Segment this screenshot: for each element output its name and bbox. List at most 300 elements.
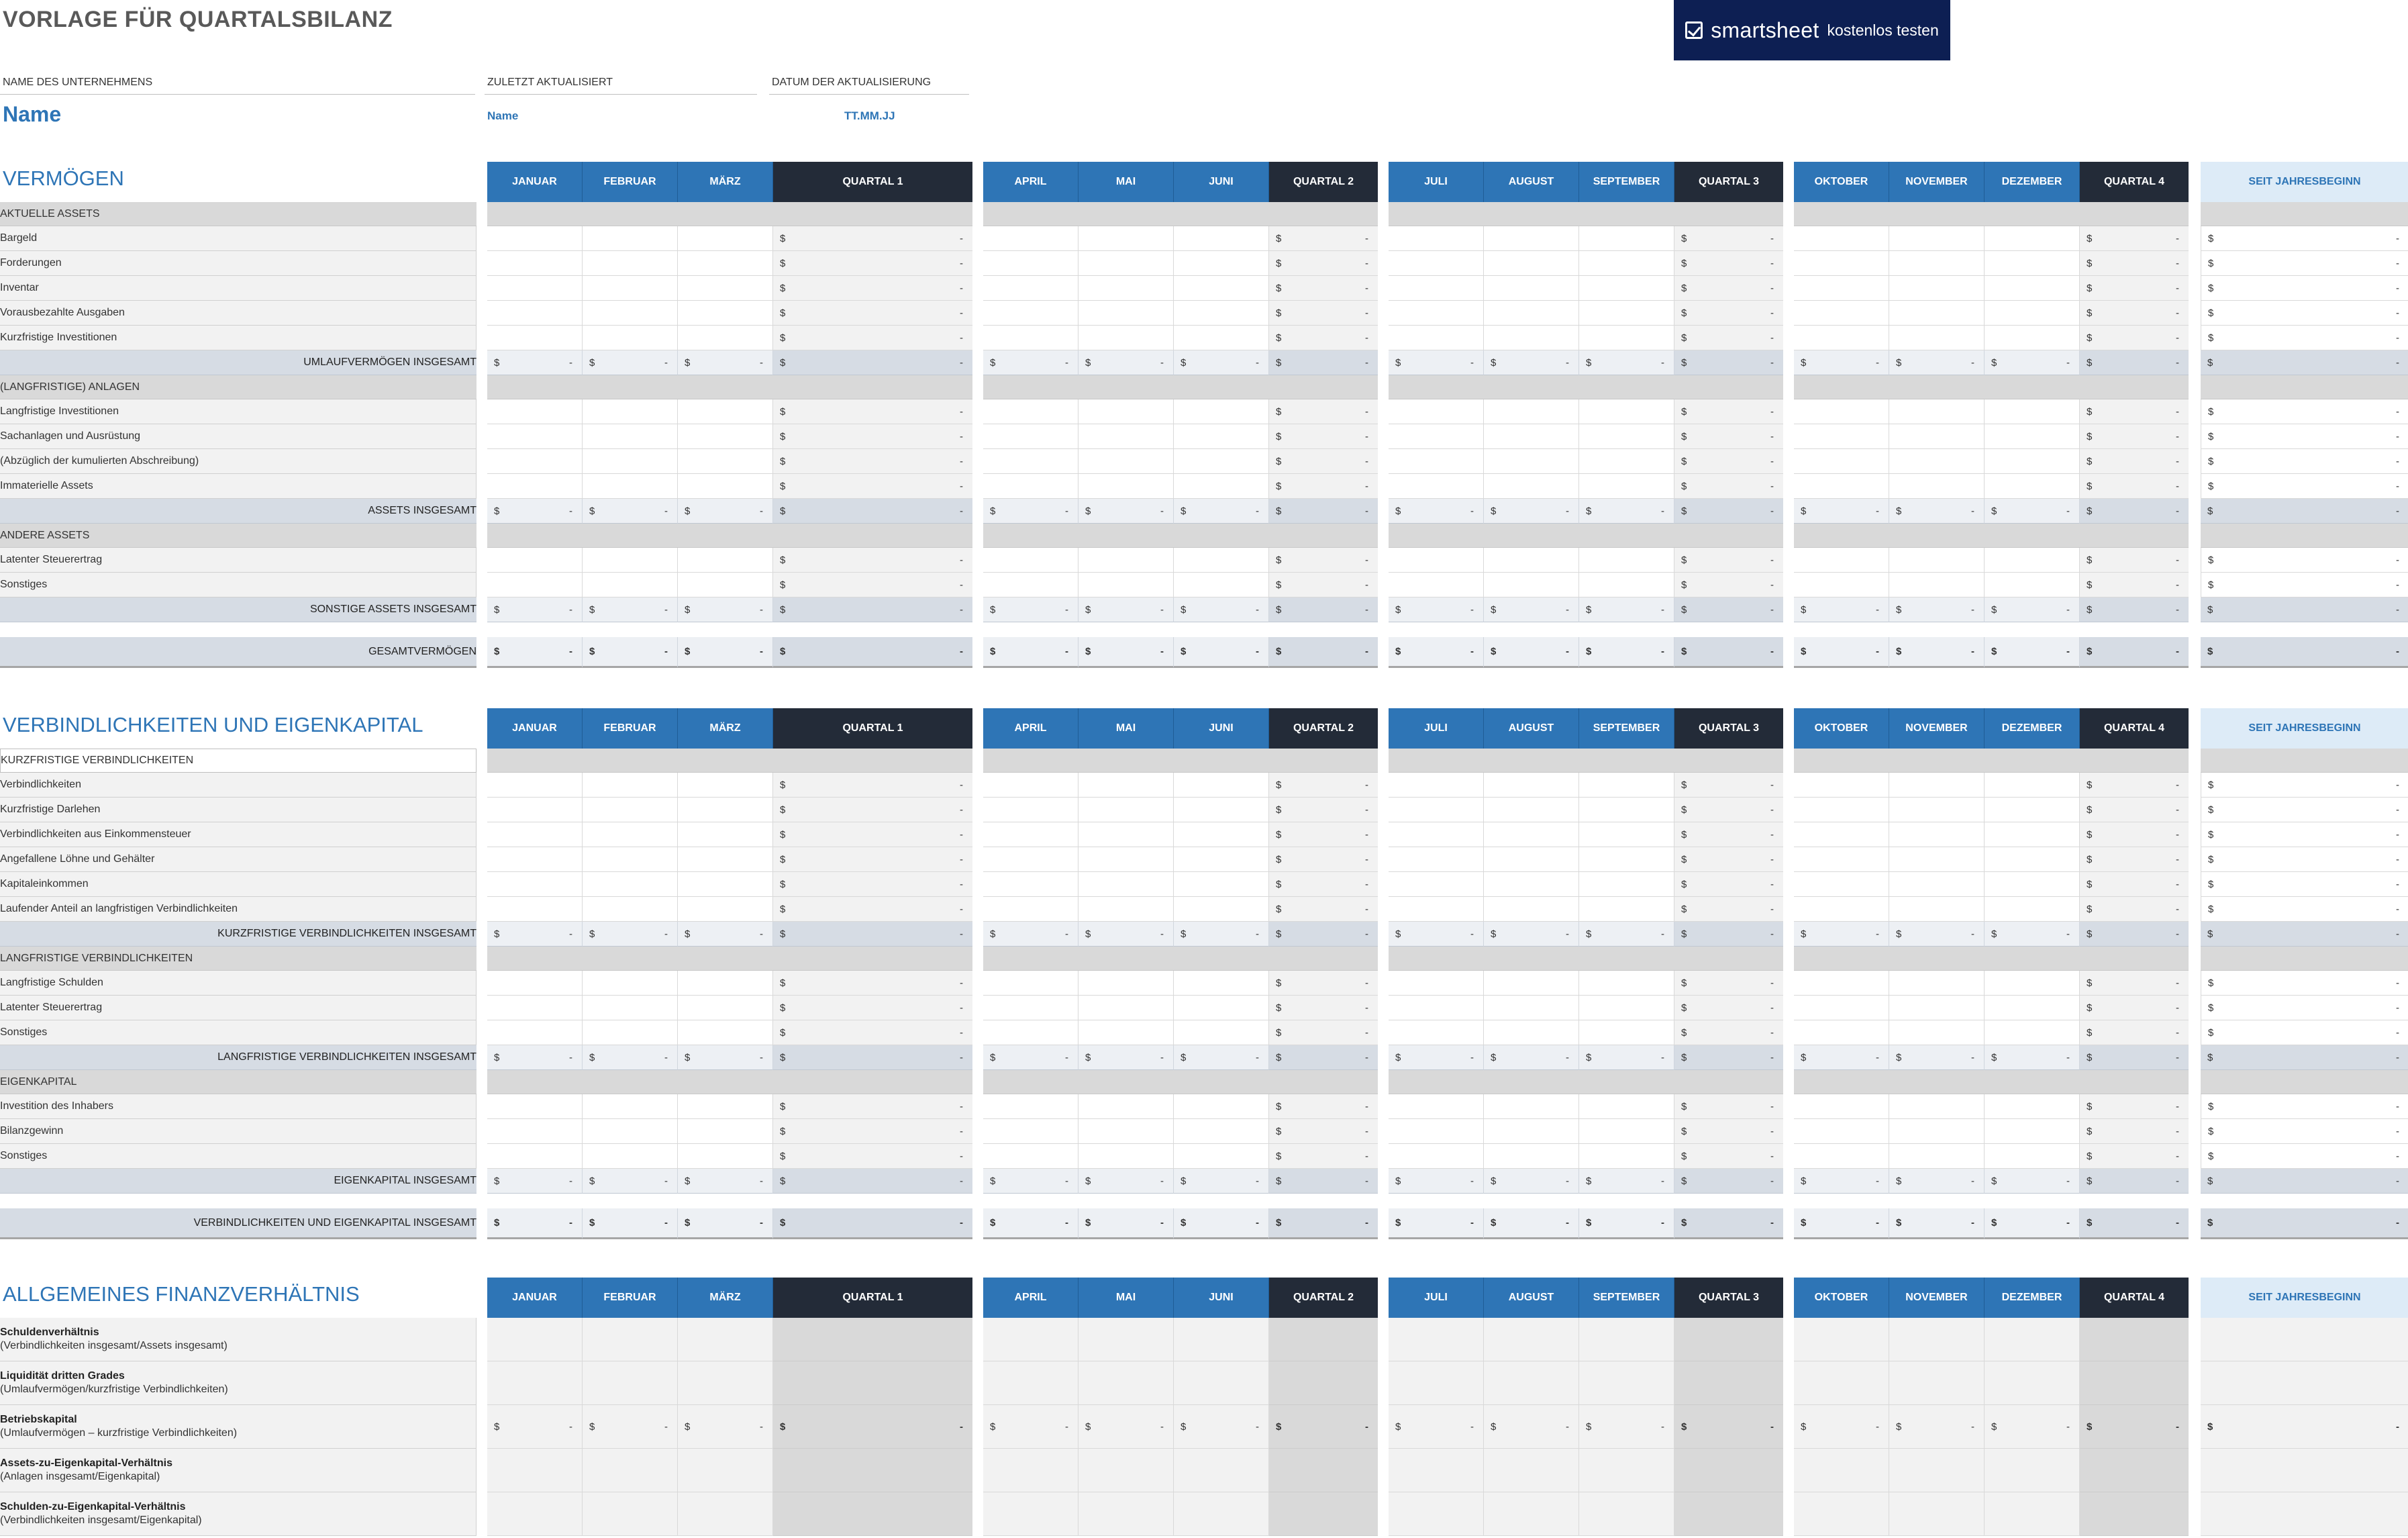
month-input-cell[interactable]: [1794, 1119, 1889, 1144]
quarter-total-cell[interactable]: [1269, 1169, 1378, 1194]
ytd-value-cell[interactable]: [2201, 1144, 2408, 1169]
month-input-cell[interactable]: [1579, 1094, 1674, 1119]
month-input-cell[interactable]: [983, 1020, 1078, 1045]
month-input-cell[interactable]: [583, 847, 678, 872]
ytd-total-cell[interactable]: [2201, 922, 2408, 947]
quarter-value-cell[interactable]: [773, 251, 972, 276]
month-input-cell[interactable]: [1484, 548, 1579, 573]
month-input-cell[interactable]: [1078, 1144, 1174, 1169]
month-input-cell[interactable]: [583, 1020, 678, 1045]
month-input-cell[interactable]: [1078, 226, 1174, 251]
month-input-cell[interactable]: [678, 971, 773, 996]
month-input-cell[interactable]: [487, 474, 583, 499]
month-input-cell[interactable]: [1889, 226, 1985, 251]
grand-total-month-cell[interactable]: [583, 1208, 678, 1239]
quarter-value-cell[interactable]: [773, 822, 972, 847]
ratio-month-cell[interactable]: [1579, 1318, 1674, 1361]
month-input-cell[interactable]: [487, 1119, 583, 1144]
quarter-total-cell[interactable]: [773, 1045, 972, 1070]
month-input-cell[interactable]: [678, 548, 773, 573]
month-input-cell[interactable]: [1794, 573, 1889, 597]
month-total-cell[interactable]: [487, 1169, 583, 1194]
quarter-value-cell[interactable]: [1674, 773, 1783, 798]
month-total-cell[interactable]: [583, 350, 678, 375]
ratio-month-cell[interactable]: [983, 1492, 1078, 1536]
month-input-cell[interactable]: [1985, 822, 2080, 847]
ytd-value-cell[interactable]: [2201, 971, 2408, 996]
grand-total-month-cell[interactable]: [1078, 637, 1174, 668]
month-input-cell[interactable]: [1174, 399, 1269, 424]
quarter-value-cell[interactable]: [1269, 1094, 1378, 1119]
month-input-cell[interactable]: [678, 573, 773, 597]
ratio-month-cell[interactable]: [583, 1492, 678, 1536]
grand-total-ytd-cell[interactable]: [2201, 637, 2408, 668]
month-input-cell[interactable]: [583, 301, 678, 326]
month-input-cell[interactable]: [1889, 424, 1985, 449]
month-input-cell[interactable]: [678, 847, 773, 872]
ratio-ytd-cell[interactable]: [2201, 1405, 2408, 1449]
ytd-value-cell[interactable]: [2201, 548, 2408, 573]
quarter-value-cell[interactable]: [1269, 1144, 1378, 1169]
month-input-cell[interactable]: [1389, 897, 1484, 922]
month-input-cell[interactable]: [1484, 897, 1579, 922]
quarter-value-cell[interactable]: [773, 276, 972, 301]
ytd-value-cell[interactable]: [2201, 847, 2408, 872]
ytd-value-cell[interactable]: [2201, 326, 2408, 350]
month-input-cell[interactable]: [1794, 449, 1889, 474]
ytd-value-cell[interactable]: [2201, 449, 2408, 474]
month-total-cell[interactable]: [1889, 499, 1985, 524]
month-input-cell[interactable]: [983, 399, 1078, 424]
month-input-cell[interactable]: [678, 326, 773, 350]
month-input-cell[interactable]: [1389, 971, 1484, 996]
ratio-month-cell[interactable]: [1985, 1361, 2080, 1405]
grand-total-month-cell[interactable]: [1985, 637, 2080, 668]
quarter-value-cell[interactable]: [773, 301, 972, 326]
month-input-cell[interactable]: [1389, 773, 1484, 798]
month-input-cell[interactable]: [1985, 449, 2080, 474]
ratio-month-cell[interactable]: [1389, 1318, 1484, 1361]
month-input-cell[interactable]: [1579, 798, 1674, 822]
month-input-cell[interactable]: [1985, 474, 2080, 499]
month-input-cell[interactable]: [1389, 872, 1484, 897]
month-input-cell[interactable]: [1579, 326, 1674, 350]
grand-total-month-cell[interactable]: [1985, 1208, 2080, 1239]
month-total-cell[interactable]: [487, 597, 583, 622]
month-input-cell[interactable]: [1985, 226, 2080, 251]
month-input-cell[interactable]: [678, 251, 773, 276]
month-input-cell[interactable]: [678, 897, 773, 922]
quarter-value-cell[interactable]: [2080, 1144, 2189, 1169]
month-total-cell[interactable]: [1078, 1045, 1174, 1070]
ytd-value-cell[interactable]: [2201, 822, 2408, 847]
month-total-cell[interactable]: [678, 922, 773, 947]
month-input-cell[interactable]: [983, 276, 1078, 301]
month-total-cell[interactable]: [1174, 922, 1269, 947]
month-total-cell[interactable]: [1579, 922, 1674, 947]
quarter-value-cell[interactable]: [773, 474, 972, 499]
month-input-cell[interactable]: [487, 1094, 583, 1119]
month-input-cell[interactable]: [983, 573, 1078, 597]
month-input-cell[interactable]: [1889, 1020, 1985, 1045]
month-input-cell[interactable]: [1484, 773, 1579, 798]
month-total-cell[interactable]: [1484, 597, 1579, 622]
ytd-total-cell[interactable]: [2201, 1169, 2408, 1194]
grand-total-month-cell[interactable]: [1794, 637, 1889, 668]
month-input-cell[interactable]: [1985, 251, 2080, 276]
month-input-cell[interactable]: [583, 822, 678, 847]
month-input-cell[interactable]: [1174, 474, 1269, 499]
month-input-cell[interactable]: [1078, 548, 1174, 573]
month-input-cell[interactable]: [1389, 1094, 1484, 1119]
quarter-value-cell[interactable]: [1269, 1020, 1378, 1045]
month-input-cell[interactable]: [1794, 1020, 1889, 1045]
month-input-cell[interactable]: [1078, 474, 1174, 499]
month-input-cell[interactable]: [983, 474, 1078, 499]
month-input-cell[interactable]: [1484, 822, 1579, 847]
quarter-value-cell[interactable]: [1269, 1119, 1378, 1144]
ratio-month-cell[interactable]: [1794, 1405, 1889, 1449]
month-input-cell[interactable]: [1889, 971, 1985, 996]
last-updated-field[interactable]: Name: [487, 109, 519, 122]
month-input-cell[interactable]: [1174, 773, 1269, 798]
month-input-cell[interactable]: [1985, 1094, 2080, 1119]
quarter-total-cell[interactable]: [2080, 1045, 2189, 1070]
month-total-cell[interactable]: [1889, 597, 1985, 622]
month-total-cell[interactable]: [1985, 1045, 2080, 1070]
month-input-cell[interactable]: [1078, 822, 1174, 847]
month-input-cell[interactable]: [1985, 971, 2080, 996]
grand-total-month-cell[interactable]: [1579, 1208, 1674, 1239]
month-input-cell[interactable]: [1579, 226, 1674, 251]
month-input-cell[interactable]: [1174, 822, 1269, 847]
month-input-cell[interactable]: [487, 1020, 583, 1045]
ratio-month-cell[interactable]: [1985, 1492, 2080, 1536]
ratio-month-cell[interactable]: [583, 1405, 678, 1449]
month-total-cell[interactable]: [1889, 1169, 1985, 1194]
ratio-month-cell[interactable]: [1889, 1449, 1985, 1492]
quarter-total-cell[interactable]: [1674, 350, 1783, 375]
quarter-value-cell[interactable]: [773, 847, 972, 872]
ratio-quarter-cell[interactable]: [2080, 1405, 2189, 1449]
ratio-month-cell[interactable]: [1794, 1492, 1889, 1536]
month-input-cell[interactable]: [1794, 424, 1889, 449]
month-input-cell[interactable]: [1794, 301, 1889, 326]
month-input-cell[interactable]: [1389, 399, 1484, 424]
ratio-month-cell[interactable]: [1389, 1361, 1484, 1405]
month-total-cell[interactable]: [1579, 499, 1674, 524]
month-input-cell[interactable]: [583, 1144, 678, 1169]
month-input-cell[interactable]: [1078, 897, 1174, 922]
month-input-cell[interactable]: [1484, 1094, 1579, 1119]
month-input-cell[interactable]: [983, 548, 1078, 573]
month-input-cell[interactable]: [1078, 573, 1174, 597]
month-input-cell[interactable]: [1794, 847, 1889, 872]
ratio-month-cell[interactable]: [1579, 1361, 1674, 1405]
month-input-cell[interactable]: [1389, 798, 1484, 822]
ytd-value-cell[interactable]: [2201, 276, 2408, 301]
quarter-value-cell[interactable]: [1269, 798, 1378, 822]
quarter-value-cell[interactable]: [2080, 573, 2189, 597]
month-total-cell[interactable]: [678, 597, 773, 622]
quarter-value-cell[interactable]: [2080, 276, 2189, 301]
month-input-cell[interactable]: [1889, 897, 1985, 922]
month-input-cell[interactable]: [1389, 474, 1484, 499]
quarter-value-cell[interactable]: [773, 798, 972, 822]
quarter-value-cell[interactable]: [1674, 798, 1783, 822]
month-input-cell[interactable]: [678, 474, 773, 499]
quarter-value-cell[interactable]: [1674, 326, 1783, 350]
quarter-value-cell[interactable]: [1674, 872, 1783, 897]
quarter-value-cell[interactable]: [773, 573, 972, 597]
month-input-cell[interactable]: [1078, 996, 1174, 1020]
quarter-value-cell[interactable]: [773, 424, 972, 449]
month-input-cell[interactable]: [583, 1119, 678, 1144]
month-total-cell[interactable]: [1889, 1045, 1985, 1070]
quarter-value-cell[interactable]: [2080, 1119, 2189, 1144]
month-total-cell[interactable]: [1174, 597, 1269, 622]
month-input-cell[interactable]: [1078, 1020, 1174, 1045]
ratio-month-cell[interactable]: [1794, 1449, 1889, 1492]
month-input-cell[interactable]: [678, 301, 773, 326]
month-input-cell[interactable]: [1174, 276, 1269, 301]
grand-total-month-cell[interactable]: [1889, 637, 1985, 668]
ytd-value-cell[interactable]: [2201, 773, 2408, 798]
ratio-month-cell[interactable]: [1484, 1405, 1579, 1449]
quarter-value-cell[interactable]: [2080, 822, 2189, 847]
month-input-cell[interactable]: [487, 996, 583, 1020]
grand-total-month-cell[interactable]: [1794, 1208, 1889, 1239]
month-input-cell[interactable]: [678, 449, 773, 474]
quarter-value-cell[interactable]: [1269, 573, 1378, 597]
month-input-cell[interactable]: [983, 773, 1078, 798]
ytd-value-cell[interactable]: [2201, 1119, 2408, 1144]
month-input-cell[interactable]: [983, 449, 1078, 474]
month-input-cell[interactable]: [583, 971, 678, 996]
ratio-month-cell[interactable]: [678, 1492, 773, 1536]
grand-total-quarter-cell[interactable]: [1674, 1208, 1783, 1239]
grand-total-month-cell[interactable]: [1484, 1208, 1579, 1239]
month-input-cell[interactable]: [1985, 276, 2080, 301]
quarter-value-cell[interactable]: [2080, 251, 2189, 276]
month-input-cell[interactable]: [1794, 276, 1889, 301]
month-input-cell[interactable]: [583, 773, 678, 798]
quarter-value-cell[interactable]: [1674, 1119, 1783, 1144]
month-input-cell[interactable]: [1579, 449, 1674, 474]
grand-total-month-cell[interactable]: [1078, 1208, 1174, 1239]
month-input-cell[interactable]: [583, 449, 678, 474]
month-input-cell[interactable]: [1389, 847, 1484, 872]
quarter-total-cell[interactable]: [1674, 597, 1783, 622]
month-total-cell[interactable]: [583, 499, 678, 524]
month-input-cell[interactable]: [983, 1094, 1078, 1119]
quarter-value-cell[interactable]: [1269, 301, 1378, 326]
month-input-cell[interactable]: [487, 424, 583, 449]
quarter-total-cell[interactable]: [1269, 499, 1378, 524]
month-input-cell[interactable]: [487, 798, 583, 822]
month-total-cell[interactable]: [1985, 499, 2080, 524]
quarter-value-cell[interactable]: [1269, 276, 1378, 301]
ytd-value-cell[interactable]: [2201, 226, 2408, 251]
month-input-cell[interactable]: [1889, 1144, 1985, 1169]
month-input-cell[interactable]: [1174, 872, 1269, 897]
quarter-value-cell[interactable]: [773, 872, 972, 897]
ytd-total-cell[interactable]: [2201, 1045, 2408, 1070]
grand-total-month-cell[interactable]: [1889, 1208, 1985, 1239]
quarter-value-cell[interactable]: [1674, 1020, 1783, 1045]
quarter-value-cell[interactable]: [1674, 474, 1783, 499]
month-input-cell[interactable]: [1174, 424, 1269, 449]
month-input-cell[interactable]: [1889, 573, 1985, 597]
month-total-cell[interactable]: [583, 922, 678, 947]
month-input-cell[interactable]: [1078, 399, 1174, 424]
grand-total-month-cell[interactable]: [983, 1208, 1078, 1239]
ratio-month-cell[interactable]: [1985, 1405, 2080, 1449]
month-total-cell[interactable]: [487, 922, 583, 947]
update-date-field[interactable]: TT.MM.JJ: [844, 109, 895, 122]
smartsheet-trial-banner[interactable]: [1674, 0, 1950, 60]
month-total-cell[interactable]: [1794, 350, 1889, 375]
month-total-cell[interactable]: [1889, 350, 1985, 375]
ratio-month-cell[interactable]: [487, 1318, 583, 1361]
month-total-cell[interactable]: [1389, 1045, 1484, 1070]
ratio-quarter-cell[interactable]: [1674, 1405, 1783, 1449]
month-input-cell[interactable]: [1484, 996, 1579, 1020]
quarter-value-cell[interactable]: [1674, 1094, 1783, 1119]
month-input-cell[interactable]: [1889, 548, 1985, 573]
month-input-cell[interactable]: [1484, 424, 1579, 449]
ratio-month-cell[interactable]: [1579, 1449, 1674, 1492]
month-input-cell[interactable]: [678, 996, 773, 1020]
month-input-cell[interactable]: [1889, 847, 1985, 872]
month-input-cell[interactable]: [678, 276, 773, 301]
month-input-cell[interactable]: [1794, 773, 1889, 798]
month-input-cell[interactable]: [1174, 971, 1269, 996]
ytd-value-cell[interactable]: [2201, 897, 2408, 922]
quarter-total-cell[interactable]: [773, 597, 972, 622]
month-input-cell[interactable]: [583, 399, 678, 424]
month-input-cell[interactable]: [678, 424, 773, 449]
month-input-cell[interactable]: [1579, 971, 1674, 996]
month-input-cell[interactable]: [1889, 326, 1985, 350]
month-input-cell[interactable]: [583, 573, 678, 597]
quarter-value-cell[interactable]: [1674, 822, 1783, 847]
grand-total-month-cell[interactable]: [1389, 1208, 1484, 1239]
month-input-cell[interactable]: [1174, 996, 1269, 1020]
month-input-cell[interactable]: [487, 573, 583, 597]
quarter-value-cell[interactable]: [773, 1020, 972, 1045]
month-input-cell[interactable]: [1985, 773, 2080, 798]
month-total-cell[interactable]: [1389, 350, 1484, 375]
month-input-cell[interactable]: [1985, 872, 2080, 897]
quarter-value-cell[interactable]: [773, 971, 972, 996]
month-input-cell[interactable]: [1579, 897, 1674, 922]
quarter-value-cell[interactable]: [2080, 326, 2189, 350]
quarter-value-cell[interactable]: [2080, 897, 2189, 922]
month-input-cell[interactable]: [487, 897, 583, 922]
grand-total-quarter-cell[interactable]: [2080, 1208, 2189, 1239]
month-input-cell[interactable]: [983, 996, 1078, 1020]
month-input-cell[interactable]: [1078, 424, 1174, 449]
ytd-value-cell[interactable]: [2201, 399, 2408, 424]
ratio-quarter-cell[interactable]: [773, 1405, 972, 1449]
month-total-cell[interactable]: [678, 350, 773, 375]
month-input-cell[interactable]: [487, 226, 583, 251]
grand-total-quarter-cell[interactable]: [773, 637, 972, 668]
month-input-cell[interactable]: [487, 548, 583, 573]
quarter-total-cell[interactable]: [773, 499, 972, 524]
month-input-cell[interactable]: [1794, 474, 1889, 499]
month-input-cell[interactable]: [1985, 996, 2080, 1020]
month-input-cell[interactable]: [487, 1144, 583, 1169]
quarter-value-cell[interactable]: [1269, 251, 1378, 276]
ratio-month-cell[interactable]: [487, 1449, 583, 1492]
quarter-value-cell[interactable]: [1674, 276, 1783, 301]
quarter-value-cell[interactable]: [2080, 424, 2189, 449]
month-input-cell[interactable]: [583, 326, 678, 350]
month-input-cell[interactable]: [1579, 301, 1674, 326]
quarter-total-cell[interactable]: [773, 1169, 972, 1194]
quarter-value-cell[interactable]: [2080, 399, 2189, 424]
quarter-value-cell[interactable]: [2080, 971, 2189, 996]
month-input-cell[interactable]: [487, 251, 583, 276]
month-input-cell[interactable]: [1484, 573, 1579, 597]
quarter-total-cell[interactable]: [1269, 1045, 1378, 1070]
month-input-cell[interactable]: [583, 872, 678, 897]
month-input-cell[interactable]: [1889, 251, 1985, 276]
month-input-cell[interactable]: [983, 822, 1078, 847]
month-input-cell[interactable]: [1579, 399, 1674, 424]
month-total-cell[interactable]: [1484, 350, 1579, 375]
quarter-value-cell[interactable]: [1674, 971, 1783, 996]
month-total-cell[interactable]: [983, 1169, 1078, 1194]
quarter-value-cell[interactable]: [2080, 548, 2189, 573]
month-input-cell[interactable]: [983, 424, 1078, 449]
quarter-total-cell[interactable]: [1674, 499, 1783, 524]
ytd-total-cell[interactable]: [2201, 499, 2408, 524]
quarter-value-cell[interactable]: [2080, 872, 2189, 897]
month-input-cell[interactable]: [583, 226, 678, 251]
month-input-cell[interactable]: [983, 1144, 1078, 1169]
quarter-value-cell[interactable]: [1674, 897, 1783, 922]
ratio-month-cell[interactable]: [1484, 1492, 1579, 1536]
ratio-month-cell[interactable]: [487, 1492, 583, 1536]
ytd-value-cell[interactable]: [2201, 474, 2408, 499]
month-total-cell[interactable]: [1579, 350, 1674, 375]
month-total-cell[interactable]: [583, 1045, 678, 1070]
month-input-cell[interactable]: [1889, 996, 1985, 1020]
quarter-total-cell[interactable]: [2080, 350, 2189, 375]
ratio-month-cell[interactable]: [1794, 1361, 1889, 1405]
ratio-quarter-cell[interactable]: [1269, 1405, 1378, 1449]
quarter-value-cell[interactable]: [1269, 822, 1378, 847]
month-input-cell[interactable]: [678, 822, 773, 847]
month-input-cell[interactable]: [1484, 301, 1579, 326]
quarter-value-cell[interactable]: [1269, 897, 1378, 922]
month-input-cell[interactable]: [678, 872, 773, 897]
month-total-cell[interactable]: [583, 597, 678, 622]
month-input-cell[interactable]: [1174, 897, 1269, 922]
grand-total-quarter-cell[interactable]: [1674, 637, 1783, 668]
quarter-value-cell[interactable]: [1269, 399, 1378, 424]
month-total-cell[interactable]: [1579, 1169, 1674, 1194]
ytd-value-cell[interactable]: [2201, 573, 2408, 597]
ratio-month-cell[interactable]: [1174, 1492, 1269, 1536]
month-input-cell[interactable]: [487, 449, 583, 474]
month-input-cell[interactable]: [1889, 773, 1985, 798]
month-input-cell[interactable]: [1389, 1144, 1484, 1169]
month-input-cell[interactable]: [1484, 1119, 1579, 1144]
